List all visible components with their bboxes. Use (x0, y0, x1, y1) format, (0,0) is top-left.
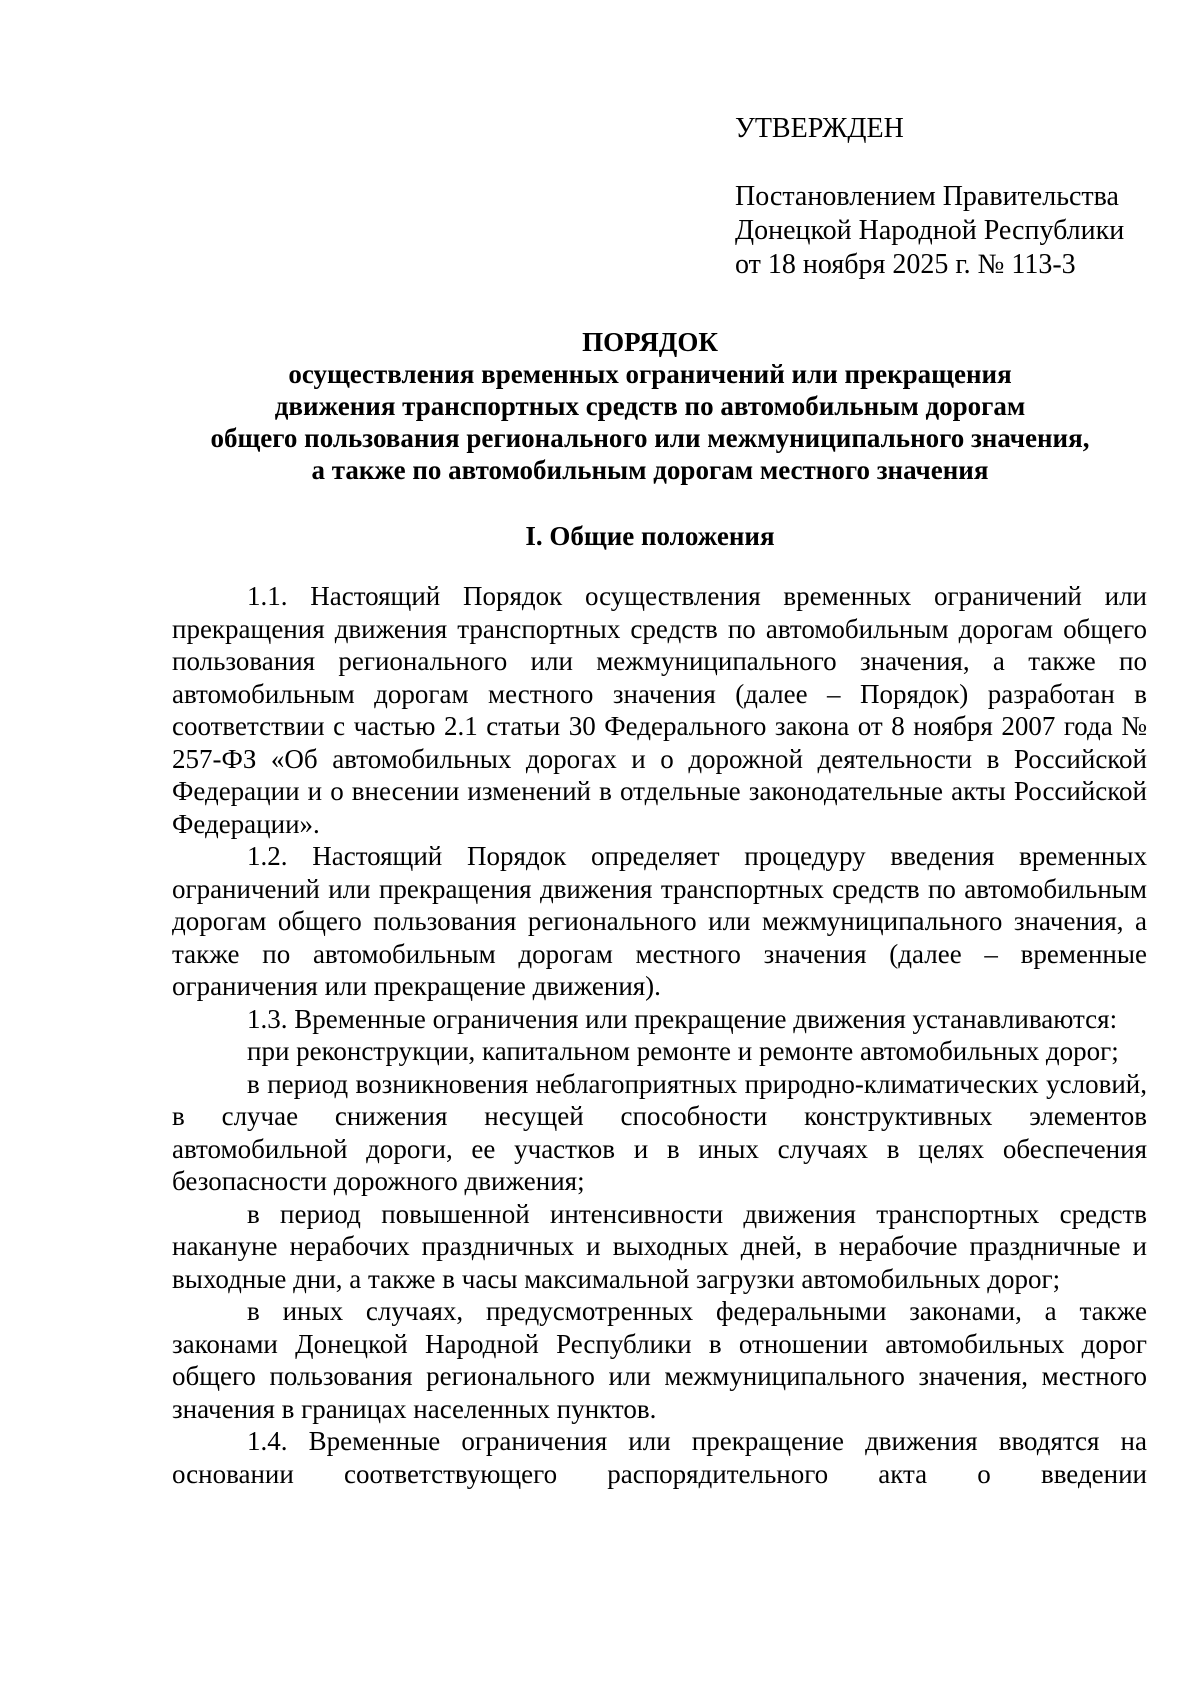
approval-line: Постановлением Правительства (735, 181, 1119, 212)
paragraph: в период возникновения неблагоприятных природно-климатических условий, в случае снижения несущей способности конструктивных элементов автомобильной дороги, ее участков и в иных случаях в целях обеспечения безопасности дорожного движения; (172, 1068, 1147, 1196)
document-body (172, 580, 1147, 1490)
document-title (150, 326, 1150, 486)
paragraph: 1.3. Временные ограничения или прекращение движения устанавливаются: (247, 1003, 1118, 1034)
paragraph: в иных случаях, предусмотренных федеральными законами, а также законами Донецкой Народной Республики в отношении автомобильных дорог общего пользования регионального или межмуниципального значения, местного значения в границах населенных пунктов. (172, 1296, 1147, 1424)
approval-block (735, 112, 1175, 282)
title-heading: ПОРЯДОК (582, 327, 718, 357)
paragraph: при реконструкции, капитальном ремонте и ремонте автомобильных дорог; (247, 1036, 1119, 1066)
paragraph: 1.4. Временные ограничения или прекращение движения вводятся на основании соответствующего распорядительного акта о введении (172, 1426, 1147, 1489)
section-heading: I. Общие положения (525, 521, 775, 551)
approval-line: Донецкой Народной Республики (735, 215, 1125, 246)
paragraph: 1.2. Настоящий Порядок определяет процедуру введения временных ограничений или прекращения движения транспортных средств по автомобильным дорогам общего пользования регионального или межмуниципального значения, а также по автомобильным дорогам местного значения (далее – временные ограничения или прекращение движения). (172, 841, 1147, 1001)
title-line: а также по автомобильным дорогам местного значения (311, 455, 989, 485)
title-line: общего пользования регионального или межмуниципального значения, (210, 423, 1090, 453)
title-line: осуществления временных ограничений или прекращения (288, 359, 1012, 389)
paragraph: в период повышенной интенсивности движения транспортных средств накануне нерабочих праздничных и выходных дней, в нерабочие праздничные и выходные дни, а также в часы максимальной загрузки автомобильных дорог; (172, 1198, 1147, 1294)
approval-line: от 18 ноября 2025 г. № 113-3 (735, 249, 1076, 280)
approval-heading: УТВЕРЖДЕН (735, 113, 904, 144)
title-line: движения транспортных средств по автомобильным дорогам (274, 391, 1026, 421)
paragraph: 1.1. Настоящий Порядок осуществления временных ограничений или прекращения движения транспортных средств по автомобильным дорогам общего пользования регионального или межмуниципального значения, а также по автомобильным дорогам местного значения (далее – Порядок) разработан в соответствии с частью 2.1 статьи 30 Федерального закона от 8 ноября 2007 года № 257-ФЗ «Об автомобильных дорогах и о дорожной деятельности в Российской Федерации и о внесении изменений в отдельные законодательные акты Российской Федерации». (172, 581, 1147, 839)
